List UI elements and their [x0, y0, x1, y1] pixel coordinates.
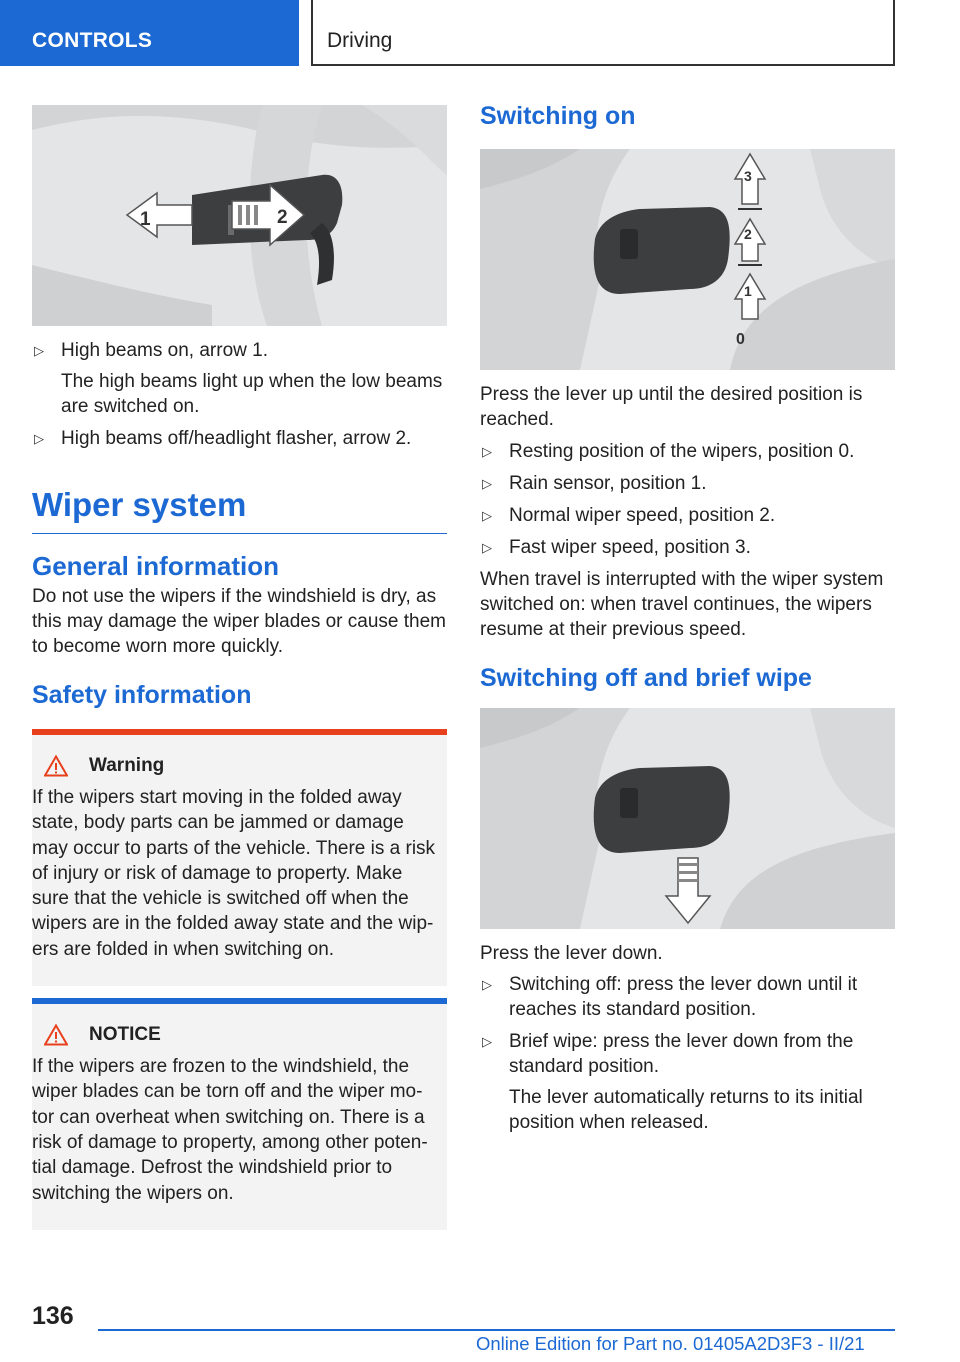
list-item: ▷ High beams on, arrow 1. The high beams light up when the low beams are switched on.	[34, 340, 443, 417]
triangle-bullet-icon: ▷	[482, 977, 492, 992]
warning-label: Warning	[89, 755, 165, 776]
switching-off-heading: Switching off and brief wipe	[480, 664, 812, 692]
list-item: ▷ Normal wiper speed, position 2.	[482, 505, 776, 526]
list-item: ▷ Switching off: press the lever down until it reaches its standard position.	[482, 974, 858, 1020]
warning-text: If the wipers start moving in the folded away state, body parts can be jammed or damage may occur to parts of the vehicle. There is a risk of injury or risk of damage to property. Make sure that the vehicle is switched off when the wipers are in the folded away state and the wip‐ ers are folded in when switching on.	[32, 787, 436, 960]
switching-on-heading: Switching on	[480, 102, 636, 130]
triangle-bullet-icon: ▷	[482, 508, 492, 523]
switching-off-intro: Press the lever down.	[480, 943, 663, 964]
list-item: ▷ Brief wipe: press the lever down from the standard position. The lever automatically returns to its initial position when released.	[482, 1031, 863, 1133]
interrupt-text: When travel is interrupted with the wiper system switched on: when travel continues, the wipers resume at their previous speed.	[480, 569, 884, 640]
switching-on-intro: Press the lever up until the desired position is reached.	[480, 384, 863, 430]
general-information-text: Do not use the wipers if the windshield is dry, as this may damage the wiper blades or cause them to become worn more quickly.	[32, 586, 446, 657]
wiper-lever-up-figure	[480, 149, 895, 370]
switching-off-list	[480, 972, 895, 1135]
triangle-bullet-icon: ▷	[34, 431, 44, 446]
notice-box	[32, 998, 447, 1230]
label-position-0: 0	[736, 331, 745, 348]
general-information-heading: General information	[32, 551, 280, 581]
notice-icon	[44, 1024, 68, 1046]
label-arrow-2: 2	[277, 207, 288, 228]
edition-text: Online Edition for Part no. 01405A2D3F3 - II/21	[476, 1333, 865, 1354]
safety-information-heading: Safety information	[32, 681, 252, 709]
section-tab: CONTROLS	[0, 0, 299, 66]
warning-box	[32, 729, 447, 986]
label-position-2: 2	[744, 226, 752, 242]
wiper-system-heading: Wiper system	[32, 485, 447, 534]
list-item: ▷ Fast wiper speed, position 3.	[482, 537, 751, 558]
label-position-3: 3	[744, 168, 752, 184]
list-item: ▷ Resting position of the wipers, position 0.	[482, 441, 855, 462]
warning-icon	[44, 755, 68, 777]
wiper-lever-down-figure	[480, 708, 895, 929]
triangle-bullet-icon: ▷	[482, 476, 492, 491]
label-position-1: 1	[744, 283, 752, 299]
triangle-bullet-icon: ▷	[482, 540, 492, 555]
chapter-tab: Driving	[311, 0, 895, 66]
triangle-bullet-icon: ▷	[482, 444, 492, 459]
high-beam-list	[32, 338, 447, 451]
left-column	[32, 338, 447, 1230]
page-number: 136	[32, 1302, 74, 1330]
list-item: ▷ High beams off/headlight flasher, arrow 2.	[34, 428, 412, 449]
footer-rule	[98, 1329, 895, 1331]
triangle-bullet-icon: ▷	[34, 343, 44, 358]
wiper-positions-list	[480, 439, 895, 560]
list-item: ▷ Rain sensor, position 1.	[482, 473, 707, 494]
notice-text: If the wipers are frozen to the windshield, the wiper blades can be torn off and the wiper mo‐ tor can overheat when switching on. There is a risk of damage to property, among other poten‐ tial damage. Defrost the windshield prior to switching the wipers on.	[32, 1056, 428, 1204]
triangle-bullet-icon: ▷	[482, 1034, 492, 1049]
notice-label: NOTICE	[89, 1024, 161, 1046]
label-arrow-1: 1	[140, 209, 151, 230]
right-column	[480, 100, 895, 1142]
high-beam-lever-figure	[32, 105, 447, 326]
